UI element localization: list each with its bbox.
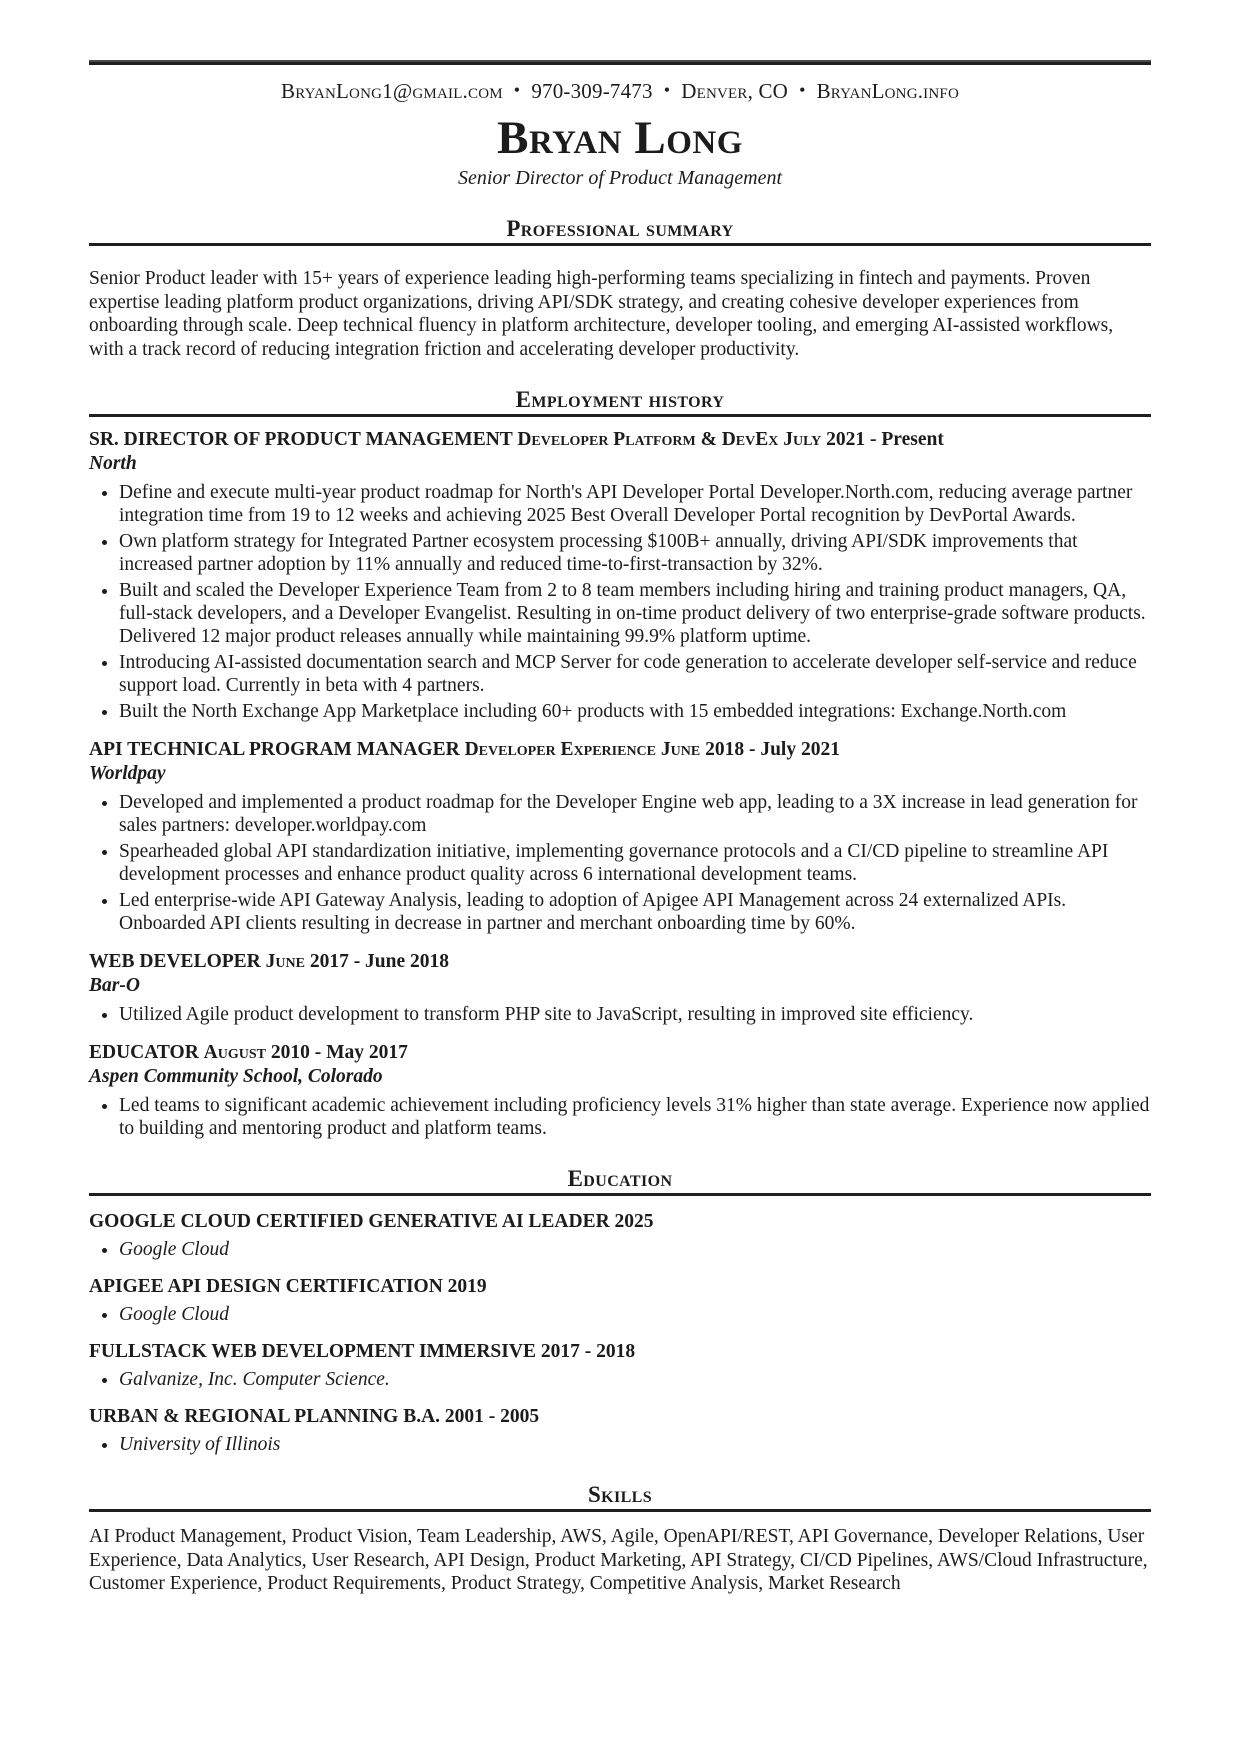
- job-entry: [89, 1041, 1151, 1140]
- job-title-team: June: [265, 951, 305, 972]
- job-title-dates: 2021 - Present: [826, 429, 944, 450]
- job-title: [89, 428, 1151, 452]
- section-heading: Employment history: [515, 387, 725, 412]
- email-text: BryanLong1@gmail.com: [281, 79, 503, 103]
- job-title: [89, 738, 1151, 762]
- bullet-item: • Own platform strategy for Integrated Partner ecosystem processing $100B+ annually, driving API/SDK improvements that increased partner adoption by 11% annually and reduced time-to-first-transaction by 32%.: [119, 530, 1151, 576]
- section-heading: Skills: [587, 1482, 653, 1507]
- education-detail: • Galvanize, Inc. Computer Science.: [119, 1368, 1151, 1391]
- bullet-item: • Utilized Agile product development to transform PHP site to JavaScript, resulting in improved site efficiency.: [119, 1003, 1151, 1026]
- website-text: BryanLong.info: [816, 79, 959, 103]
- section-employment-history: [89, 386, 1151, 417]
- job-title-dates: 2017 - June 2018: [309, 951, 450, 972]
- education-entry: [89, 1210, 1151, 1261]
- bullet-item: • Led enterprise-wide API Gateway Analysis, leading to adoption of Apigee API Management across 24 externalized APIs. Onboarded API clients resulting in decrease in partner and merchant onboarding time by 60%.: [119, 889, 1151, 935]
- person-title: Senior Director of Product Management: [457, 167, 782, 189]
- contact-line: [89, 79, 1151, 104]
- education-detail-list: [89, 1303, 1151, 1326]
- job-bullet-list: [89, 791, 1151, 935]
- job-title-dates: 2018 - July 2021: [705, 739, 840, 760]
- education-title: FULLSTACK WEB DEVELOPMENT IMMERSIVE 2017 - 2018: [89, 1341, 636, 1362]
- bullet-item: • Define and execute multi-year product roadmap for North's API Developer Portal Developer.North.com, reducing average partner integration time from 19 to 12 weeks and achieving 2025 Best Overall Developer Portal recognition by DevPortal Awards.: [119, 481, 1151, 527]
- education-detail: • Google Cloud: [119, 1303, 1151, 1326]
- job-title: [89, 1041, 1151, 1065]
- section-divider: [89, 1509, 1151, 1512]
- bullet-item: • Spearheaded global API standardization initiative, implementing governance protocols and a CI/CD pipeline to streamline API development processes and enhance product quality across 6 international development teams.: [119, 840, 1151, 886]
- education-detail-list: [89, 1368, 1151, 1391]
- education-detail: • University of Illinois: [119, 1433, 1151, 1456]
- job-title: [89, 950, 1151, 974]
- job-bullet-list: [89, 1003, 1151, 1026]
- section-heading: Education: [567, 1166, 673, 1191]
- contact-separator: •: [799, 80, 806, 100]
- company-name: North: [89, 453, 137, 474]
- section-skills: [89, 1481, 1151, 1512]
- top-divider: [89, 60, 1151, 65]
- section-divider: [89, 1193, 1151, 1196]
- job-bullet-list: [89, 1094, 1151, 1140]
- bullet-item: • Developed and implemented a product roadmap for the Developer Engine web app, leading to a 3X increase in lead generation for sales partners: developer.worldpay.com: [119, 791, 1151, 837]
- job-title-role: EDUCATOR: [89, 1042, 199, 1063]
- job-entry: [89, 950, 1151, 1026]
- company-name: Worldpay: [89, 763, 166, 784]
- job-title-role: API TECHNICAL PROGRAM MANAGER: [89, 739, 460, 760]
- education-detail-list: [89, 1433, 1151, 1456]
- location-text: Denver, CO: [681, 79, 789, 103]
- job-title-team: Developer Experience June: [464, 739, 701, 760]
- education-title: URBAN & REGIONAL PLANNING B.A. 2001 - 2005: [89, 1406, 540, 1427]
- phone-text: 970-309-7473: [531, 79, 653, 103]
- job-entry: [89, 738, 1151, 935]
- education-title: GOOGLE CLOUD CERTIFIED GENERATIVE AI LEADER 2025: [89, 1211, 654, 1232]
- contact-separator: •: [663, 80, 671, 100]
- job-title-dates: 2010 - May 2017: [270, 1042, 408, 1063]
- education-entry: [89, 1275, 1151, 1326]
- bullet-item: • Built and scaled the Developer Experience Team from 2 to 8 team members including hiring and training product managers, QA, full-stack developers, and a Developer Evangelist. Resulting in on-time product delivery of two enterprise-grade software products. Delivered 12 major product releases annually while maintaining 99.9% platform uptime.: [119, 579, 1151, 648]
- skills-paragraph: AI Product Management, Product Vision, Team Leadership, AWS, Agile, OpenAPI/REST, API Governance, Developer Relations, User Experience, Data Analytics, User Research, API Design, Product Marketing, API Strategy, CI/CD Pipelines, AWS/Cloud Infrastructure, Customer Experience, Product Requirements, Product Strategy, Competitive Analysis, Market Research: [89, 1526, 1148, 1594]
- education-entry: [89, 1340, 1151, 1391]
- education-detail-list: [89, 1238, 1151, 1261]
- job-title-role: WEB DEVELOPER: [89, 951, 261, 972]
- job-entry: [89, 428, 1151, 723]
- section-divider: [89, 414, 1151, 417]
- person-name: Bryan Long: [497, 112, 743, 164]
- summary-paragraph: Senior Product leader with 15+ years of experience leading high-performing teams specializing in fintech and payments. Proven expertise leading platform product organizations, driving API/SDK strategy, and creating cohesive developer experiences from onboarding through scale. Deep technical fluency in platform architecture, developer tooling, and emerging AI-assisted workflows, with a track record of reducing integration friction and accelerating developer productivity.: [89, 268, 1114, 360]
- job-title-role: SR. DIRECTOR OF PRODUCT MANAGEMENT: [89, 429, 513, 450]
- job-bullet-list: [89, 481, 1151, 723]
- company-name: Bar-O: [89, 975, 140, 996]
- job-title-team: Developer Platform & DevEx July: [517, 429, 822, 450]
- section-heading: Professional summary: [506, 216, 734, 241]
- section-education: [89, 1165, 1151, 1196]
- bullet-item: • Built the North Exchange App Marketplace including 60+ products with 15 embedded integrations: Exchange.North.com: [119, 700, 1151, 723]
- education-entry: [89, 1405, 1151, 1456]
- bullet-item: • Introducing AI-assisted documentation search and MCP Server for code generation to accelerate developer self-service and reduce support load. Currently in beta with 4 partners.: [119, 651, 1151, 697]
- job-title-team: August: [203, 1042, 266, 1063]
- education-detail: • Google Cloud: [119, 1238, 1151, 1261]
- company-name: Aspen Community School, Colorado: [89, 1066, 383, 1087]
- contact-separator: •: [513, 80, 521, 100]
- bullet-item: • Led teams to significant academic achievement including proficiency levels 31% higher than state average. Experience now applied to building and mentoring product and platform teams.: [119, 1094, 1151, 1140]
- section-professional-summary: [89, 215, 1151, 246]
- section-divider: [89, 243, 1151, 246]
- education-title: APIGEE API DESIGN CERTIFICATION 2019: [89, 1276, 487, 1297]
